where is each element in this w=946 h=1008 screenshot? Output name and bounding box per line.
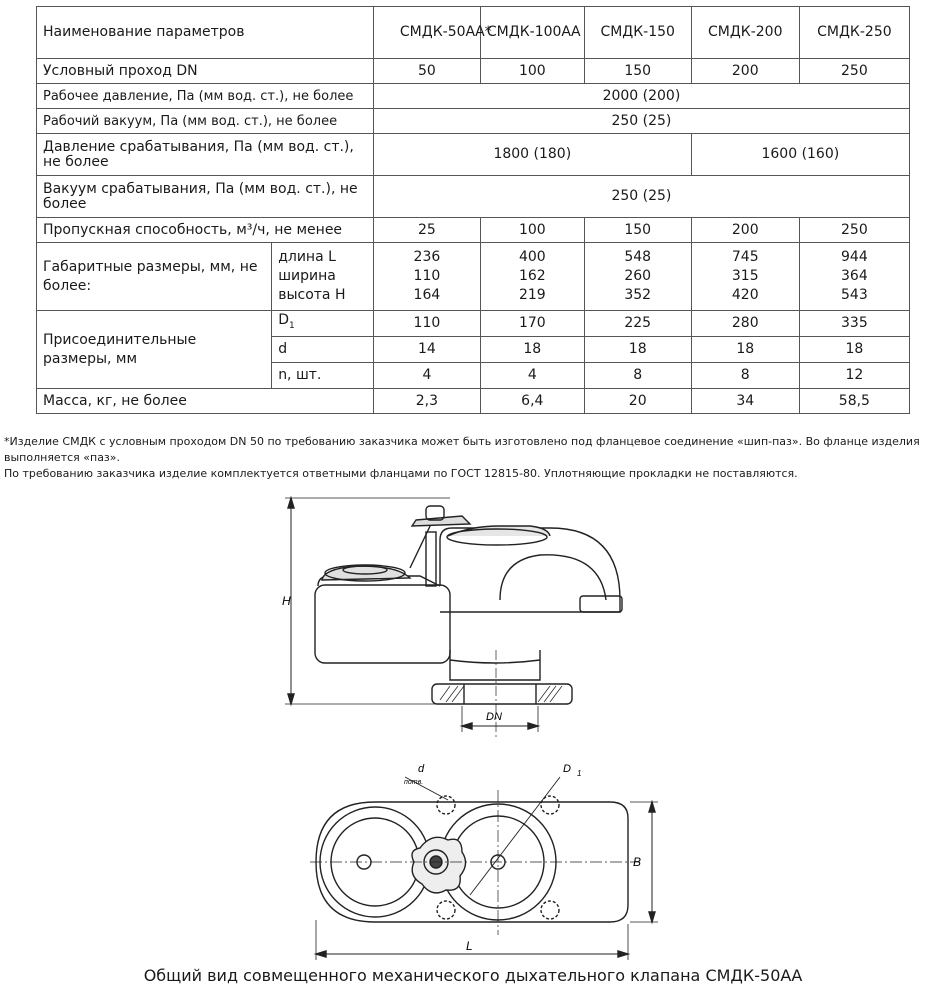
row-label: Условный проход DN bbox=[37, 59, 374, 84]
cell: 2,3 bbox=[373, 389, 480, 414]
cell: 1600 (160) bbox=[691, 134, 909, 176]
cell: 12 bbox=[799, 363, 909, 389]
dim-label-d: d bbox=[418, 763, 425, 775]
sub-label: ширина bbox=[278, 268, 336, 284]
cell: 225 bbox=[584, 311, 691, 337]
sub-label: $D_1$ bbox=[272, 311, 374, 337]
footnote-2: По требованию заказчика изделие комплектуется ответными фланцами по ГОСТ 12815-80. Уплотняющие прокладки не поставляются. bbox=[4, 467, 798, 480]
model-header: СМДК-100АА bbox=[480, 7, 584, 59]
footnote-1: *Изделие СМДК с условным проходом DN 50 по требованию заказчика может быть изготовлено под фланцевое соединение «шип-паз». Во фланце изделия выполняется «паз». bbox=[4, 435, 920, 464]
row-label: Вакуум срабатывания, Па (мм вод. ст.), не более bbox=[37, 176, 374, 218]
cell: 150 bbox=[584, 218, 691, 243]
cell: 34 bbox=[691, 389, 799, 414]
cell: 236 110 164 bbox=[373, 243, 480, 311]
sub-label: d bbox=[272, 337, 374, 363]
cell: 150 bbox=[584, 59, 691, 84]
row-label: Рабочее давление, Па (мм вод. ст.), не более bbox=[37, 84, 374, 109]
cell: 280 bbox=[691, 311, 799, 337]
dim-label-d1: D bbox=[563, 763, 571, 775]
cell: 18 bbox=[691, 337, 799, 363]
cell: 6,4 bbox=[480, 389, 584, 414]
cell: 18 bbox=[584, 337, 691, 363]
cell: 58,5 bbox=[799, 389, 909, 414]
cell: 2000 (200) bbox=[373, 84, 909, 109]
cell: 4 bbox=[373, 363, 480, 389]
row-label: Масса, кг, не более bbox=[37, 389, 374, 414]
cell: 944 364 543 bbox=[799, 243, 909, 311]
row-label: Давление срабатывания, Па (мм вод. ст.), не более bbox=[37, 134, 374, 176]
cell: 8 bbox=[691, 363, 799, 389]
sub-label: n, шт. bbox=[272, 363, 374, 389]
cell: 200 bbox=[691, 218, 799, 243]
cell: 250 (25) bbox=[373, 109, 909, 134]
dim-label-h: H bbox=[282, 594, 291, 608]
cell: 745 315 420 bbox=[691, 243, 799, 311]
dim-label-dn: DN bbox=[486, 711, 502, 723]
row-label: Габаритные размеры, мм, не более: bbox=[37, 243, 272, 311]
cell: 20 bbox=[584, 389, 691, 414]
cell: 18 bbox=[480, 337, 584, 363]
row-label: Рабочий вакуум, Па (мм вод. ст.), не более bbox=[37, 109, 374, 134]
dim-label-l: L bbox=[466, 939, 473, 953]
cell: 250 (25) bbox=[373, 176, 909, 218]
cell: 100 bbox=[480, 59, 584, 84]
cell: 50 bbox=[373, 59, 480, 84]
dim-label-b: B bbox=[633, 855, 642, 869]
row-label: Присоединительные размеры, мм bbox=[37, 311, 272, 389]
cell: 14 bbox=[373, 337, 480, 363]
cell: 100 bbox=[480, 218, 584, 243]
sub-label: длина L bbox=[278, 249, 336, 265]
model-header: СМДК-150 bbox=[584, 7, 691, 59]
cell: 110 bbox=[373, 311, 480, 337]
cell: 250 bbox=[799, 59, 909, 84]
param-title: Наименование параметров bbox=[37, 7, 374, 59]
model-name: СМДК-50АА* bbox=[399, 24, 492, 40]
cell: 200 bbox=[691, 59, 799, 84]
side-view bbox=[285, 498, 622, 740]
figure-caption: Общий вид совмещенного механического дыхательного клапана СМДК-50АА bbox=[143, 966, 803, 985]
cell: 335 bbox=[799, 311, 909, 337]
top-view bbox=[310, 777, 658, 960]
cell: 18 bbox=[799, 337, 909, 363]
cell: 4 bbox=[480, 363, 584, 389]
cell: 8 bbox=[584, 363, 691, 389]
cell: 400 162 219 bbox=[480, 243, 584, 311]
dim-label-d-sub: потв. bbox=[404, 779, 424, 786]
cell: 548 260 352 bbox=[584, 243, 691, 311]
row-label: Пропускная способность, м³/ч, не менее bbox=[37, 218, 374, 243]
cell: 25 bbox=[373, 218, 480, 243]
sub-label: высота H bbox=[278, 287, 346, 303]
model-header: СМДК-250 bbox=[799, 7, 909, 59]
cell: 1800 (180) bbox=[373, 134, 691, 176]
cell: 170 bbox=[480, 311, 584, 337]
model-header: СМДК-200 bbox=[691, 7, 799, 59]
dim-label-d1-sub: 1 bbox=[577, 769, 582, 778]
cell: 250 bbox=[799, 218, 909, 243]
